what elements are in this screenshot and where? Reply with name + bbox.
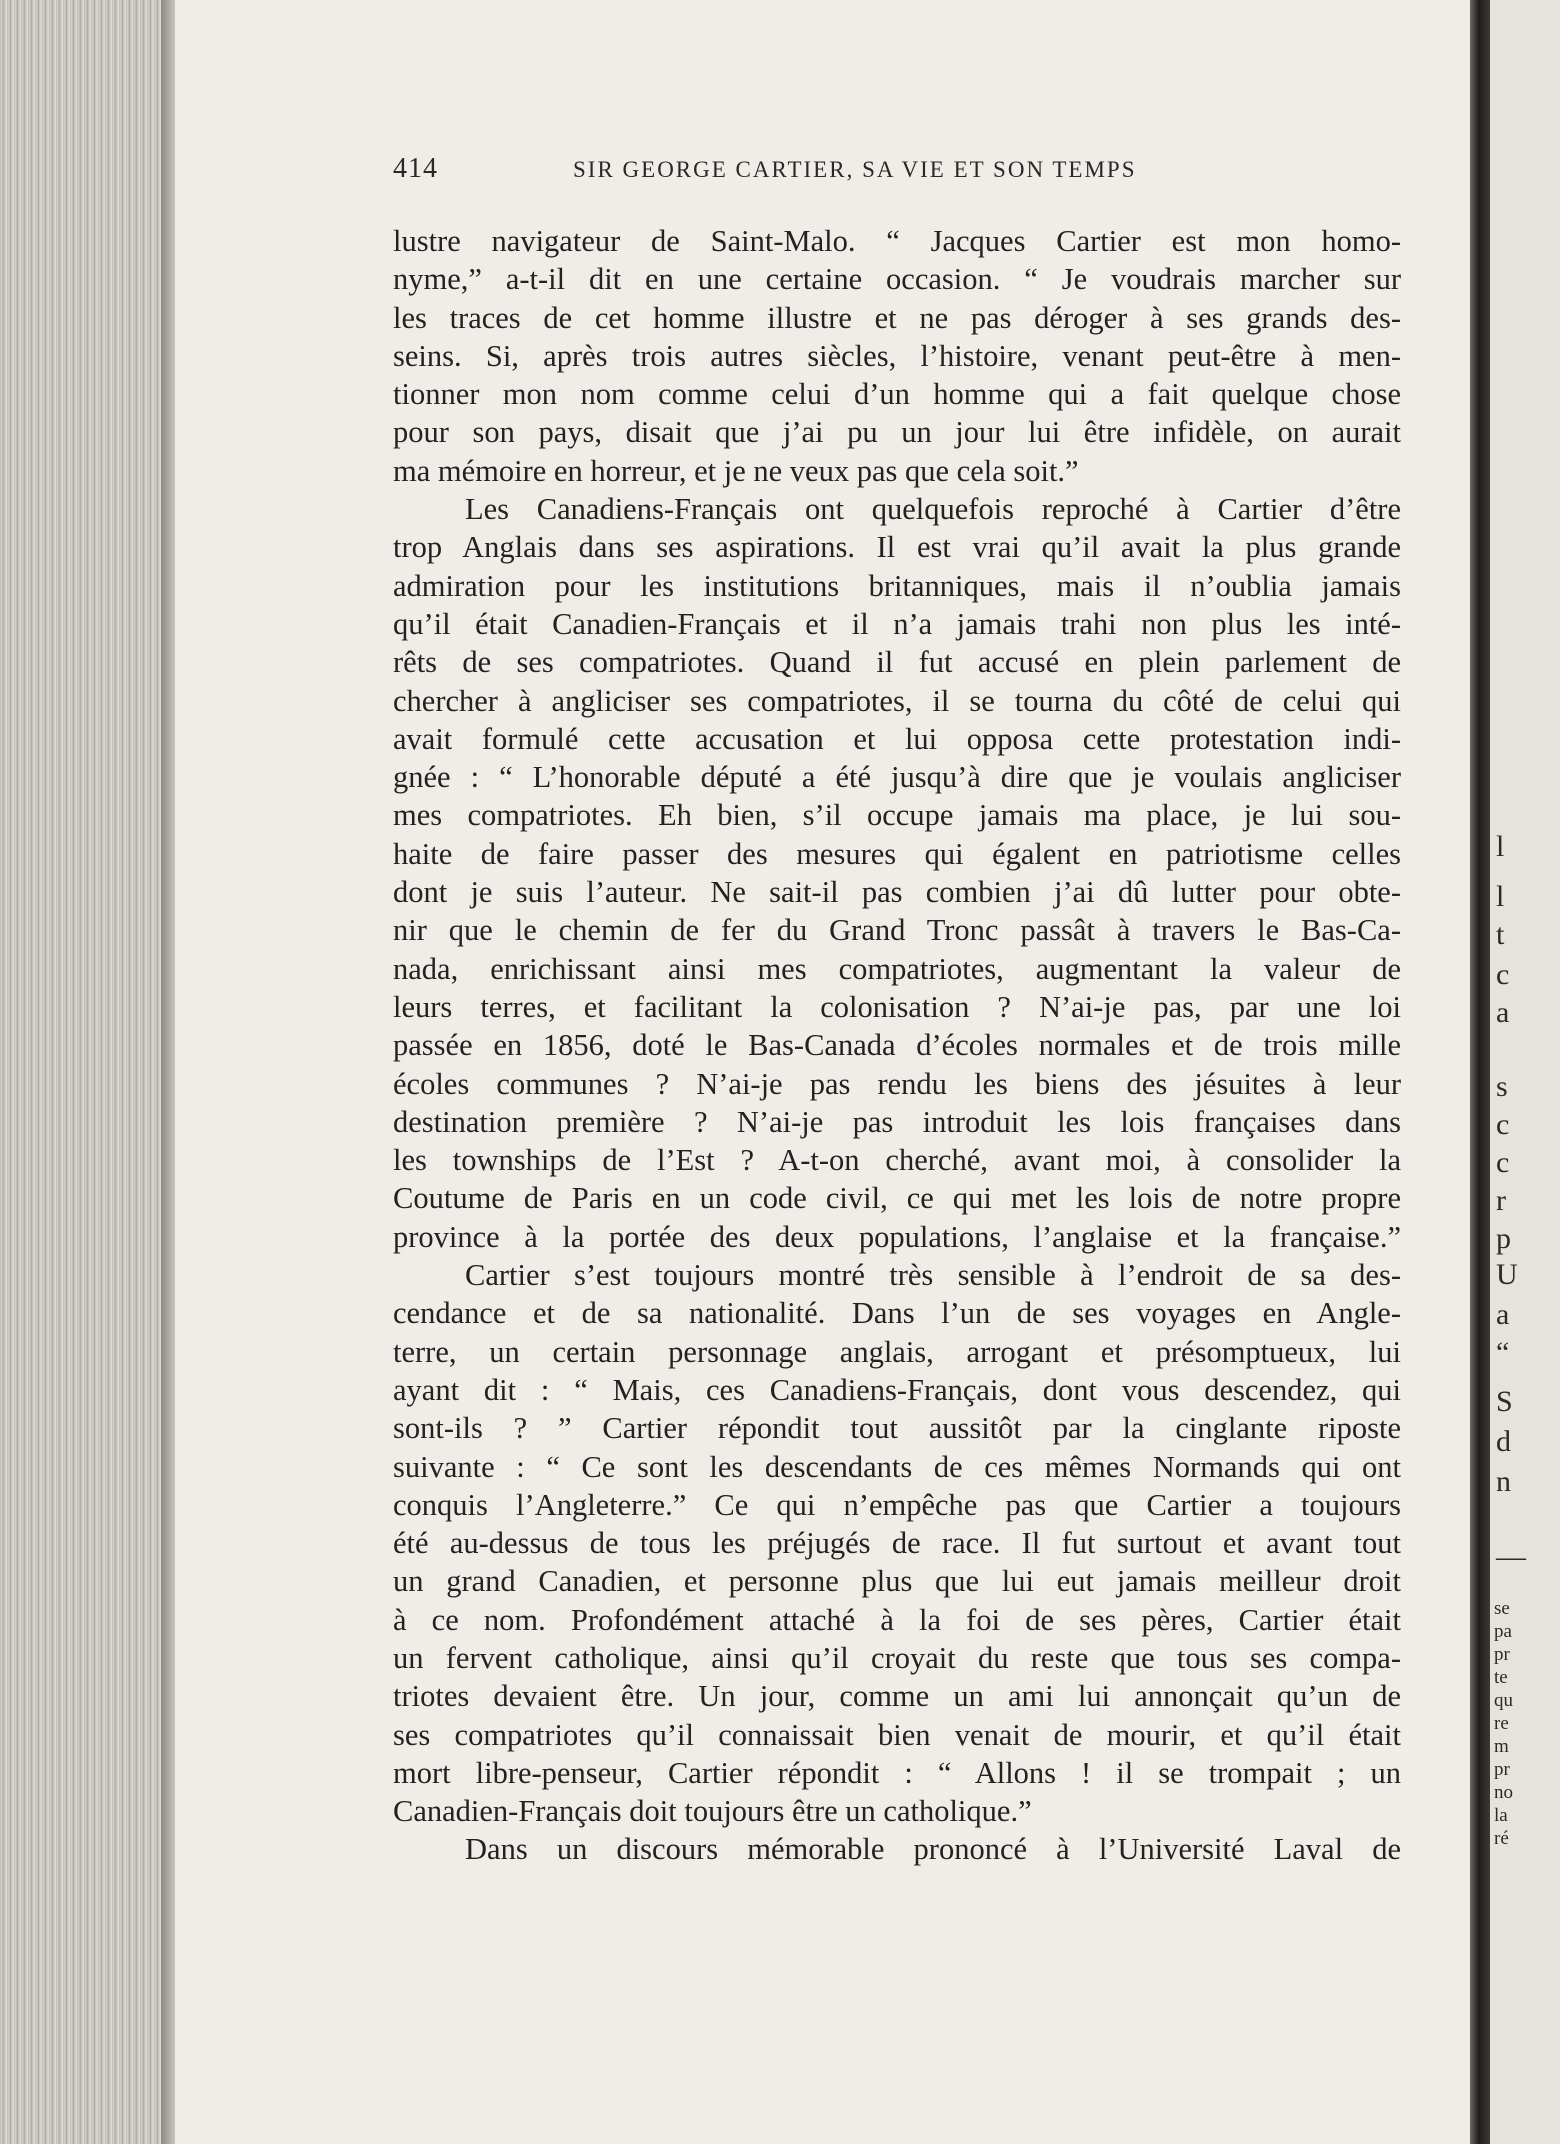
text-line: un fervent catholique, ainsi qu’il croyait du reste que tous ses compa- — [393, 1640, 1401, 1675]
text-line: Coutume de Paris en un code civil, ce qui met les lois de notre propre — [393, 1181, 1401, 1216]
facing-fragment: la — [1494, 1805, 1508, 1826]
page-number: 414 — [393, 153, 438, 184]
facing-fragment: t — [1496, 918, 1505, 951]
text-line: lustre navigateur de Saint-Malo. “ Jacques Cartier est mon homo- — [393, 224, 1401, 258]
text-line: qu’il était Canadien-Français et il n’a jamais trahi non plus les inté- — [393, 606, 1401, 641]
text-line: Dans un discours mémorable prononcé à l’Université Laval de — [465, 1832, 1401, 1867]
text-line: avait formulé cette accusation et lui opposa cette protestation indi- — [393, 721, 1401, 756]
facing-fragment: pr — [1494, 1644, 1510, 1665]
facing-fragment: S — [1496, 1385, 1513, 1418]
text-line: passée en 1856, doté le Bas-Canada d’écoles normales et de trois mille — [393, 1028, 1401, 1063]
stacked-page-edges — [0, 0, 175, 2144]
text-line: ses compatriotes qu’il connaissait bien venait de mourir, et qu’il était — [393, 1717, 1401, 1752]
facing-fragment: m — [1494, 1736, 1509, 1757]
facing-fragment: l — [1496, 830, 1505, 863]
text-line: gnée : “ L’honorable député a été jusqu’à dire que je voulais angliciser — [393, 760, 1401, 795]
text-line: été au-dessus de tous les préjugés de race. Il fut surtout et avant tout — [393, 1526, 1401, 1561]
text-line: chercher à angliciser ses compatriotes, il se tourna du côté de celui qui — [393, 683, 1401, 718]
facing-fragment: U — [1496, 1258, 1518, 1291]
text-line: nyme,” a-t-il dit en une certaine occasion. “ Je voudrais marcher sur — [393, 262, 1401, 297]
text-line: Les Canadiens-Français ont quelquefois reproché à Cartier d’être — [465, 492, 1401, 527]
running-title: SIR GEORGE CARTIER, SA VIE ET SON TEMPS — [573, 157, 1137, 182]
facing-fragment: l — [1496, 880, 1505, 913]
facing-fragment: c — [1496, 1146, 1510, 1179]
facing-fragment: d — [1496, 1425, 1511, 1458]
facing-fragment: n — [1496, 1465, 1511, 1498]
text-line: écoles communes ? N’ai-je pas rendu les biens des jésuites à leur — [393, 1066, 1401, 1101]
text-line: terre, un certain personnage anglais, arrogant et présomptueux, lui — [393, 1334, 1401, 1369]
facing-fragment: “ — [1496, 1336, 1510, 1369]
text-line: conquis l’Angleterre.” Ce qui n’empêche pas que Cartier a toujours — [393, 1487, 1401, 1522]
facing-page-sliver — [1490, 0, 1560, 2144]
text-line: suivante : “ Ce sont les descendants de ces mêmes Normands qui ont — [393, 1449, 1401, 1484]
facing-fragment: r — [1496, 1184, 1506, 1217]
text-line: trop Anglais dans ses aspirations. Il est vrai qu’il avait la plus grande — [393, 530, 1401, 565]
text-line: Cartier s’est toujours montré très sensible à l’endroit de sa des- — [465, 1258, 1401, 1293]
facing-fragment: ré — [1494, 1828, 1509, 1849]
text-line: haite de faire passer des mesures qui égalent en patriotisme celles — [393, 836, 1401, 871]
facing-fragment: c — [1496, 958, 1510, 991]
text-line: sont-ils ? ” Cartier répondit tout aussitôt par la cinglante riposte — [393, 1411, 1401, 1446]
facing-fragment: a — [1496, 996, 1510, 1029]
text-line: pour son pays, disait que j’ai pu un jour lui être infidèle, on aurait — [393, 415, 1401, 450]
text-line: destination première ? N’ai-je pas introduit les lois françaises dans — [393, 1104, 1401, 1139]
text-line: à ce nom. Profondément attaché à la foi de ses pères, Cartier était — [393, 1602, 1401, 1637]
facing-fragment: te — [1494, 1667, 1508, 1688]
text-line: Canadien-Français doit toujours être un catholique.” — [393, 1794, 1032, 1829]
text-line: cendance et de sa nationalité. Dans l’un de ses voyages en Angle- — [393, 1296, 1401, 1331]
text-line: mes compatriotes. Eh bien, s’il occupe jamais ma place, je lui sou- — [393, 798, 1401, 833]
text-line: leurs terres, et facilitant la colonisation ? N’ai-je pas, par une loi — [393, 989, 1401, 1024]
facing-fragment: qu — [1494, 1690, 1513, 1711]
text-line: nir que le chemin de fer du Grand Tronc passât à travers le Bas-Ca- — [393, 913, 1401, 948]
text-line: rêts de ses compatriotes. Quand il fut accusé en plein parlement de — [393, 645, 1401, 680]
text-line: ayant dit : “ Mais, ces Canadiens-Français, dont vous descendez, qui — [393, 1372, 1401, 1407]
text-line: un grand Canadien, et personne plus que lui eut jamais meilleur droit — [393, 1564, 1401, 1599]
facing-fragment: c — [1496, 1108, 1510, 1141]
text-line: seins. Si, après trois autres siècles, l’histoire, venant peut-être à men- — [393, 338, 1401, 373]
text-line: nada, enrichissant ainsi mes compatriotes, augmentant la valeur de — [393, 951, 1401, 986]
facing-fragment: p — [1496, 1222, 1511, 1255]
text-line: admiration pour les institutions britanniques, mais il n’oublia jamais — [393, 568, 1401, 603]
text-line: les townships de l’Est ? A-t-on cherché, avant moi, à consolider la — [393, 1143, 1401, 1178]
text-line: province à la portée des deux populations, l’anglaise et la française.” — [393, 1219, 1401, 1254]
text-line: mort libre-penseur, Cartier répondit : “ Allons ! il se trompait ; un — [393, 1755, 1401, 1790]
facing-fragment: pr — [1494, 1759, 1510, 1780]
facing-fragment: se — [1494, 1598, 1510, 1619]
facing-fragment: pa — [1494, 1621, 1512, 1642]
text-line: triotes devaient être. Un jour, comme un ami lui annonçait qu’un de — [393, 1679, 1401, 1714]
facing-fragment: a — [1496, 1298, 1510, 1331]
text-line: ma mémoire en horreur, et je ne veux pas que cela soit.” — [393, 453, 1079, 488]
body-text — [393, 222, 1401, 1869]
text-line: les traces de cet homme illustre et ne pas déroger à ses grands des- — [393, 300, 1401, 335]
text-line: dont je suis l’auteur. Ne sait-il pas combien j’ai dû lutter pour obte- — [393, 875, 1401, 910]
text-line: tionner mon nom comme celui d’un homme qui a fait quelque chose — [393, 377, 1401, 412]
facing-fragment: no — [1494, 1782, 1513, 1803]
facing-fragment: s — [1496, 1070, 1508, 1103]
book-gutter — [1470, 0, 1490, 2144]
facing-fragment: re — [1494, 1713, 1509, 1734]
facing-fragment: — — [1496, 1540, 1526, 1573]
